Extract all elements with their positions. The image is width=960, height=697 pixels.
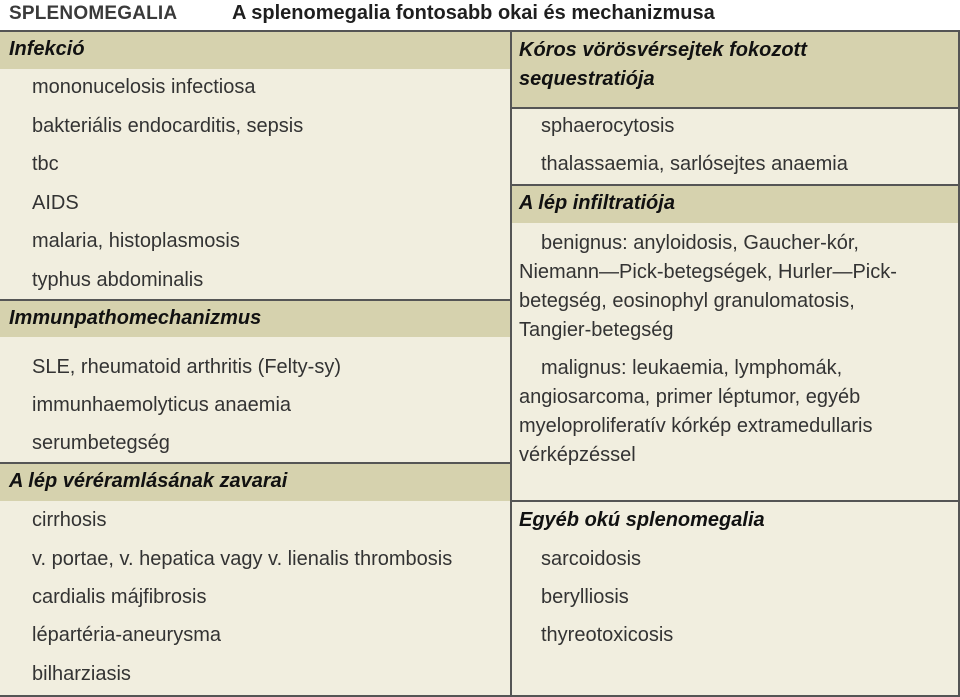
list-item: typhus abdominalis [32, 269, 204, 291]
list-item: mononucelosis infectiosa [32, 76, 256, 98]
list-item: immunhaemolyticus anaemia [32, 394, 292, 416]
slide-label: SPLENOMEGALIA [9, 3, 178, 24]
section-header-egyeb: Egyéb okú splenomegalia [519, 509, 765, 531]
grid-line [0, 30, 960, 32]
list-item: thyreotoxicosis [541, 624, 674, 646]
grid-line [511, 500, 960, 502]
list-item: bakteriális endocarditis, sepsis [32, 115, 304, 137]
list-item: lépartéria-aneurysma [32, 624, 221, 646]
malignus-paragraph: malignus: leukaemia, lymphomák, angiosarcoma, primer léptumor, egyéb myeloproliferatív kórkép extramedullaris vérképzéssel [519, 357, 873, 466]
list-item: cirrhosis [32, 509, 107, 531]
section-header-sequestratio: Kóros vörösvérsejtek fokozott sequestratiója [511, 31, 960, 107]
list-item: v. portae, v. hepatica vagy v. lienalis thrombosis [32, 548, 453, 570]
grid-line [511, 184, 960, 186]
list-item: AIDS [32, 192, 79, 214]
grid-line [0, 299, 511, 301]
grid-line [511, 107, 960, 109]
section-header-infekcio: Infekció [0, 31, 510, 69]
grid-line [510, 31, 512, 697]
list-item: thalassaemia, sarlósejtes anaemia [541, 153, 848, 175]
grid-line [0, 462, 511, 464]
list-item: SLE, rheumatoid arthritis (Felty-sy) [32, 356, 341, 378]
benignus-paragraph: benignus: anyloidosis, Gaucher-kór, Niemann—Pick-betegségek, Hurler—Pick- betegség, eosinophyl granulomatosis, Tangier-betegség [519, 232, 897, 341]
section-header-keringes: A lép véréramlásának zavarai [0, 463, 510, 501]
list-item: bilharziasis [32, 663, 131, 685]
section-header-immun: Immunpathomechanizmus [0, 299, 510, 337]
list-item: sphaerocytosis [541, 115, 675, 137]
list-item: cardialis májfibrosis [32, 586, 207, 608]
list-item: berylliosis [541, 586, 629, 608]
list-item: serumbetegség [32, 432, 170, 454]
slide-title: A splenomegalia fontosabb okai és mechanizmusa [232, 2, 715, 24]
list-item: tbc [32, 153, 59, 175]
list-item: sarcoidosis [541, 548, 642, 570]
causes-table [0, 31, 960, 697]
title-bar [0, 0, 960, 31]
list-item: malaria, histoplasmosis [32, 230, 240, 252]
section-header-infiltratio: A lép infiltratiója [511, 185, 960, 223]
